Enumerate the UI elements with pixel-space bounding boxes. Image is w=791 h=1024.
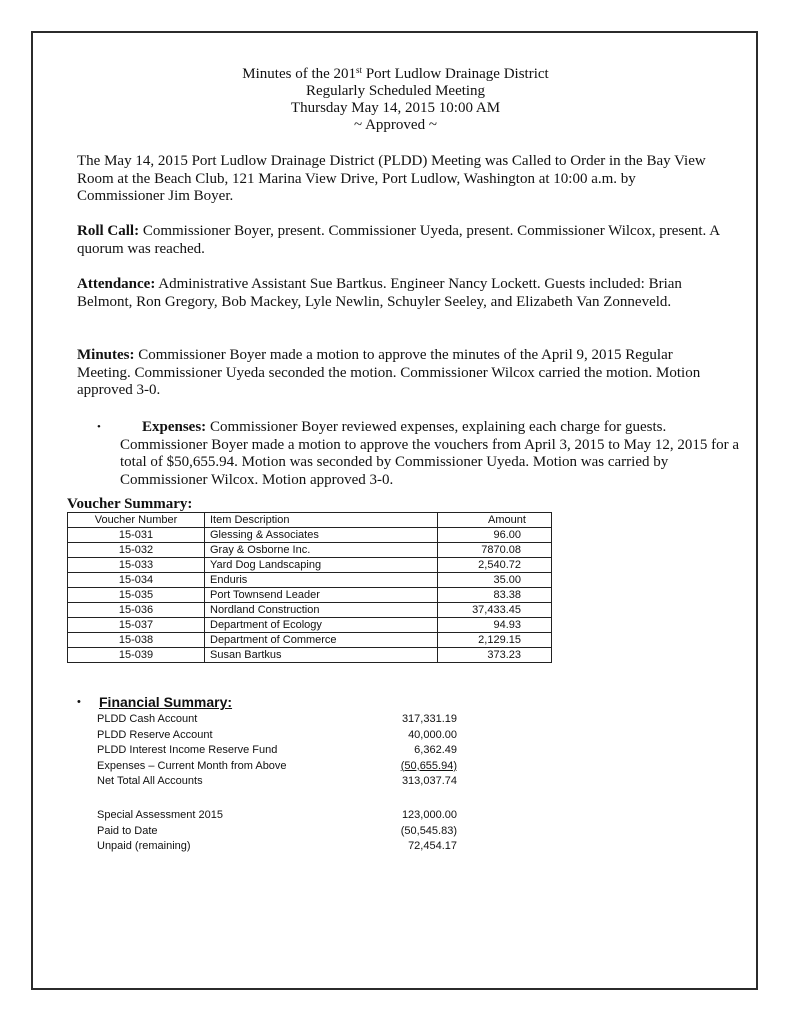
- account-row: [97, 728, 497, 744]
- title-superscript: st: [356, 65, 363, 75]
- account-balances: [97, 712, 497, 790]
- special-assessment: [97, 808, 497, 855]
- table-header-row: [68, 513, 552, 528]
- attendance-text: Administrative Assistant Sue Bartkus. Engineer Nancy Lockett. Guests included: Brian Belmont, Ron Gregory, Bob Mackey, Lyle Newlin, Schuyler Seeley, and Elizabeth Van Zonneveld.: [77, 276, 682, 310]
- account-value: 6,362.49: [414, 744, 457, 756]
- table-row: [68, 588, 552, 603]
- title-prefix: Minutes of the 201: [242, 66, 357, 82]
- amount: 7870.08: [438, 543, 552, 558]
- account-label: PLDD Reserve Account: [97, 728, 213, 741]
- table-row: [68, 528, 552, 543]
- assessment-row: [97, 839, 497, 855]
- voucher-number: 15-038: [68, 633, 205, 648]
- table-row: [68, 648, 552, 663]
- voucher-number: 15-034: [68, 573, 205, 588]
- title-line-1: [0, 66, 791, 83]
- amount: 35.00: [438, 573, 552, 588]
- roll-call-text: Commissioner Boyer, present. Commissioner Uyeda, present. Commissioner Wilcox, present. A quorum was reached.: [77, 223, 720, 257]
- table-row: [68, 618, 552, 633]
- account-row: [97, 712, 497, 728]
- attendance-label: Attendance:: [77, 276, 156, 292]
- approval-status: ~ Approved ~: [354, 117, 437, 133]
- voucher-table: [67, 512, 552, 663]
- table-row: [68, 558, 552, 573]
- title-line-2: Regularly Scheduled Meeting: [305, 83, 486, 99]
- expenses-paragraph: [97, 419, 740, 489]
- amount: 373.23: [438, 648, 552, 663]
- assessment-value: 72,454.17: [408, 840, 457, 852]
- assessment-value: (50,545.83): [400, 824, 457, 837]
- voucher-number: 15-031: [68, 528, 205, 543]
- account-row: [97, 743, 497, 759]
- expenses-label: Expenses:: [142, 419, 207, 435]
- account-label: PLDD Cash Account: [97, 713, 198, 725]
- assessment-label: Special Assessment 2015: [97, 809, 223, 821]
- roll-call-paragraph: [77, 223, 727, 258]
- bullet-icon: •: [97, 421, 101, 433]
- voucher-number: 15-033: [68, 558, 205, 573]
- account-row: [97, 759, 497, 775]
- minutes-label: Minutes:: [77, 347, 135, 363]
- amount: 2,129.15: [438, 633, 552, 648]
- assessment-row: [97, 808, 497, 824]
- roll-call-label: Roll Call:: [77, 223, 140, 239]
- assessment-label: Unpaid (remaining): [97, 840, 191, 852]
- title-line-3: Thursday May 14, 2015 10:00 AM: [290, 100, 501, 116]
- bullet-icon: •: [77, 696, 81, 708]
- account-label: Expenses – Current Month from Above: [97, 759, 287, 772]
- assessment-label: Paid to Date: [97, 824, 158, 837]
- column-header-amount: Amount: [438, 513, 552, 528]
- account-value: 40,000.00: [408, 728, 457, 741]
- item-description: Gray & Osborne Inc.: [205, 543, 438, 558]
- voucher-number: 15-032: [68, 543, 205, 558]
- amount: 2,540.72: [438, 558, 552, 573]
- voucher-summary-title: Voucher Summary:: [67, 496, 193, 512]
- item-description: Department of Ecology: [205, 618, 438, 633]
- item-description: Nordland Construction: [205, 603, 438, 618]
- table-row: [68, 633, 552, 648]
- financial-summary-title: [77, 694, 233, 710]
- account-row: [97, 774, 497, 790]
- financial-summary-title-text: Financial Summary:: [99, 694, 233, 710]
- item-description: Yard Dog Landscaping: [205, 558, 438, 573]
- account-value: 317,331.19: [401, 713, 457, 725]
- column-header-item-description: Item Description: [205, 513, 438, 528]
- item-description: Susan Bartkus: [205, 648, 438, 663]
- voucher-number: 15-036: [68, 603, 205, 618]
- intro-paragraph: The May 14, 2015 Port Ludlow Drainage District (PLDD) Meeting was Called to Order in the Bay View Room at the Beach Club, 121 Marina View Drive, Port Ludlow, Washington at 10:00 a.m. by Commissioner Jim Boyer.: [77, 153, 706, 204]
- table-row: [68, 603, 552, 618]
- title-suffix: Port Ludlow Drainage District: [362, 66, 549, 82]
- item-description: Glessing & Associates: [205, 528, 438, 543]
- voucher-number: 15-035: [68, 588, 205, 603]
- expenses-text: Commissioner Boyer reviewed expenses, explaining each charge for guests. Commissioner Boyer made a motion to approve the vouchers from April 3, 2015 to May 12, 2015 for a total of $50,655.94. Motion was seconded by Commissioner Uyeda. Motion was carried by Commissioner Wilcox. Motion approved 3-0.: [120, 419, 740, 488]
- voucher-number: 15-039: [68, 648, 205, 663]
- document-title: [0, 66, 791, 134]
- account-label: Net Total All Accounts: [97, 775, 203, 787]
- table-row: [68, 573, 552, 588]
- amount: 37,433.45: [438, 603, 552, 618]
- item-description: Port Townsend Leader: [205, 588, 438, 603]
- account-value: 313,037.74: [401, 775, 457, 787]
- amount: 83.38: [438, 588, 552, 603]
- minutes-text: Commissioner Boyer made a motion to approve the minutes of the April 9, 2015 Regular Meeting. Commissioner Uyeda seconded the motion. Commissioner Wilcox carried the motion. Motion approved 3-0.: [77, 347, 701, 398]
- amount: 94.93: [438, 618, 552, 633]
- table-row: [68, 543, 552, 558]
- amount: 96.00: [438, 528, 552, 543]
- voucher-number: 15-037: [68, 618, 205, 633]
- attendance-paragraph: [77, 276, 727, 311]
- account-label: PLDD Interest Income Reserve Fund: [97, 744, 278, 756]
- assessment-value: 123,000.00: [401, 809, 457, 821]
- assessment-row: [97, 824, 497, 840]
- minutes-paragraph: [77, 347, 727, 400]
- account-value: (50,655.94): [400, 759, 457, 772]
- column-header-voucher-number: Voucher Number: [68, 513, 205, 528]
- item-description: Department of Commerce: [205, 633, 438, 648]
- item-description: Enduris: [205, 573, 438, 588]
